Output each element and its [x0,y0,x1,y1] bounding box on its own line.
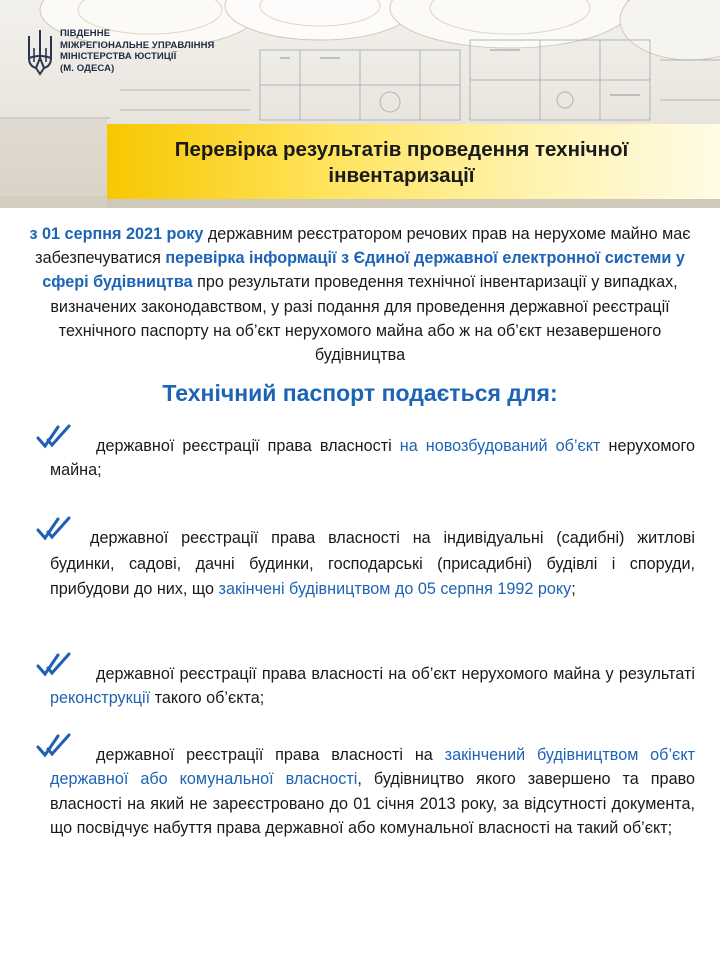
organization-name: ПІВДЕННЕ МІЖРЕГІОНАЛЬНЕ УПРАВЛІННЯ МІНІСТЕРСТВА ЮСТИЦІЇ (М. ОДЕСА) [60,28,215,74]
intro-highlight: перевірка інформації з Єдиної державної електронної системи у сфері будівництва [42,249,685,292]
item-highlight: реконструкції [50,689,151,708]
item-text-1: державної реєстрації права власності на індивідуальні (садибні) житлові будинки, садові, дачні будинки, господарські (присадибні) будівлі і споруди, прибудови до них, що [50,529,695,599]
header-banner [0,0,720,208]
list-item [50,662,695,711]
list-item [50,743,695,841]
list-item [50,526,695,603]
title-banner [107,124,720,199]
intro-paragraph [12,222,708,367]
item-highlight: закінчений будівництвом об’єкт державної або комунальної власності [50,746,695,789]
item-text-1: державної реєстрації права власності на об’єкт нерухомого майна у результаті [96,665,695,683]
intro-text-1: державним реєстратором речових прав на нерухоме майно має забезпечуватися [35,225,691,268]
item-highlight: закінчені будівництвом до 05 серпня 1992 року [218,580,572,599]
intro-date: з 01 серпня 2021 року [29,225,204,243]
item-text-2: ; [571,580,576,599]
page-title: Перевірка результатів проведення технічної інвентаризації [174,138,629,187]
item-highlight: на новозбудований об’єкт [399,437,601,455]
item-text-2: нерухомого майна; [50,437,695,480]
trident-coat-of-arms-icon [26,28,54,78]
intro-text-2: про результати проведення технічної інвентаризації у випадках, визначених законодавством, у разі подання для проведення державної реєстрації технічного паспорту на об’єкт нерухомого майна або ж на об’єкт незавершеного будівництва [50,273,678,365]
section-heading: Технічний паспорт подається для: [162,380,558,406]
double-check-icon [36,424,72,450]
item-text-1: державної реєстрації права власності [96,437,400,455]
item-text-2: такого об’єкта; [150,689,265,708]
double-check-icon [36,652,72,678]
double-check-icon [36,733,72,759]
ministry-logo [26,28,214,78]
list-item [50,434,695,483]
double-check-icon [36,516,72,542]
item-text-2: , будівництво якого завершено та право власності на який не зареєстровано до 01 січня 2013 року, за відсутності документа, що посвідчує набуття права державної або комунальної власності на такий об’єкт; [50,770,695,838]
item-text-1: державної реєстрації права власності на [96,746,445,764]
